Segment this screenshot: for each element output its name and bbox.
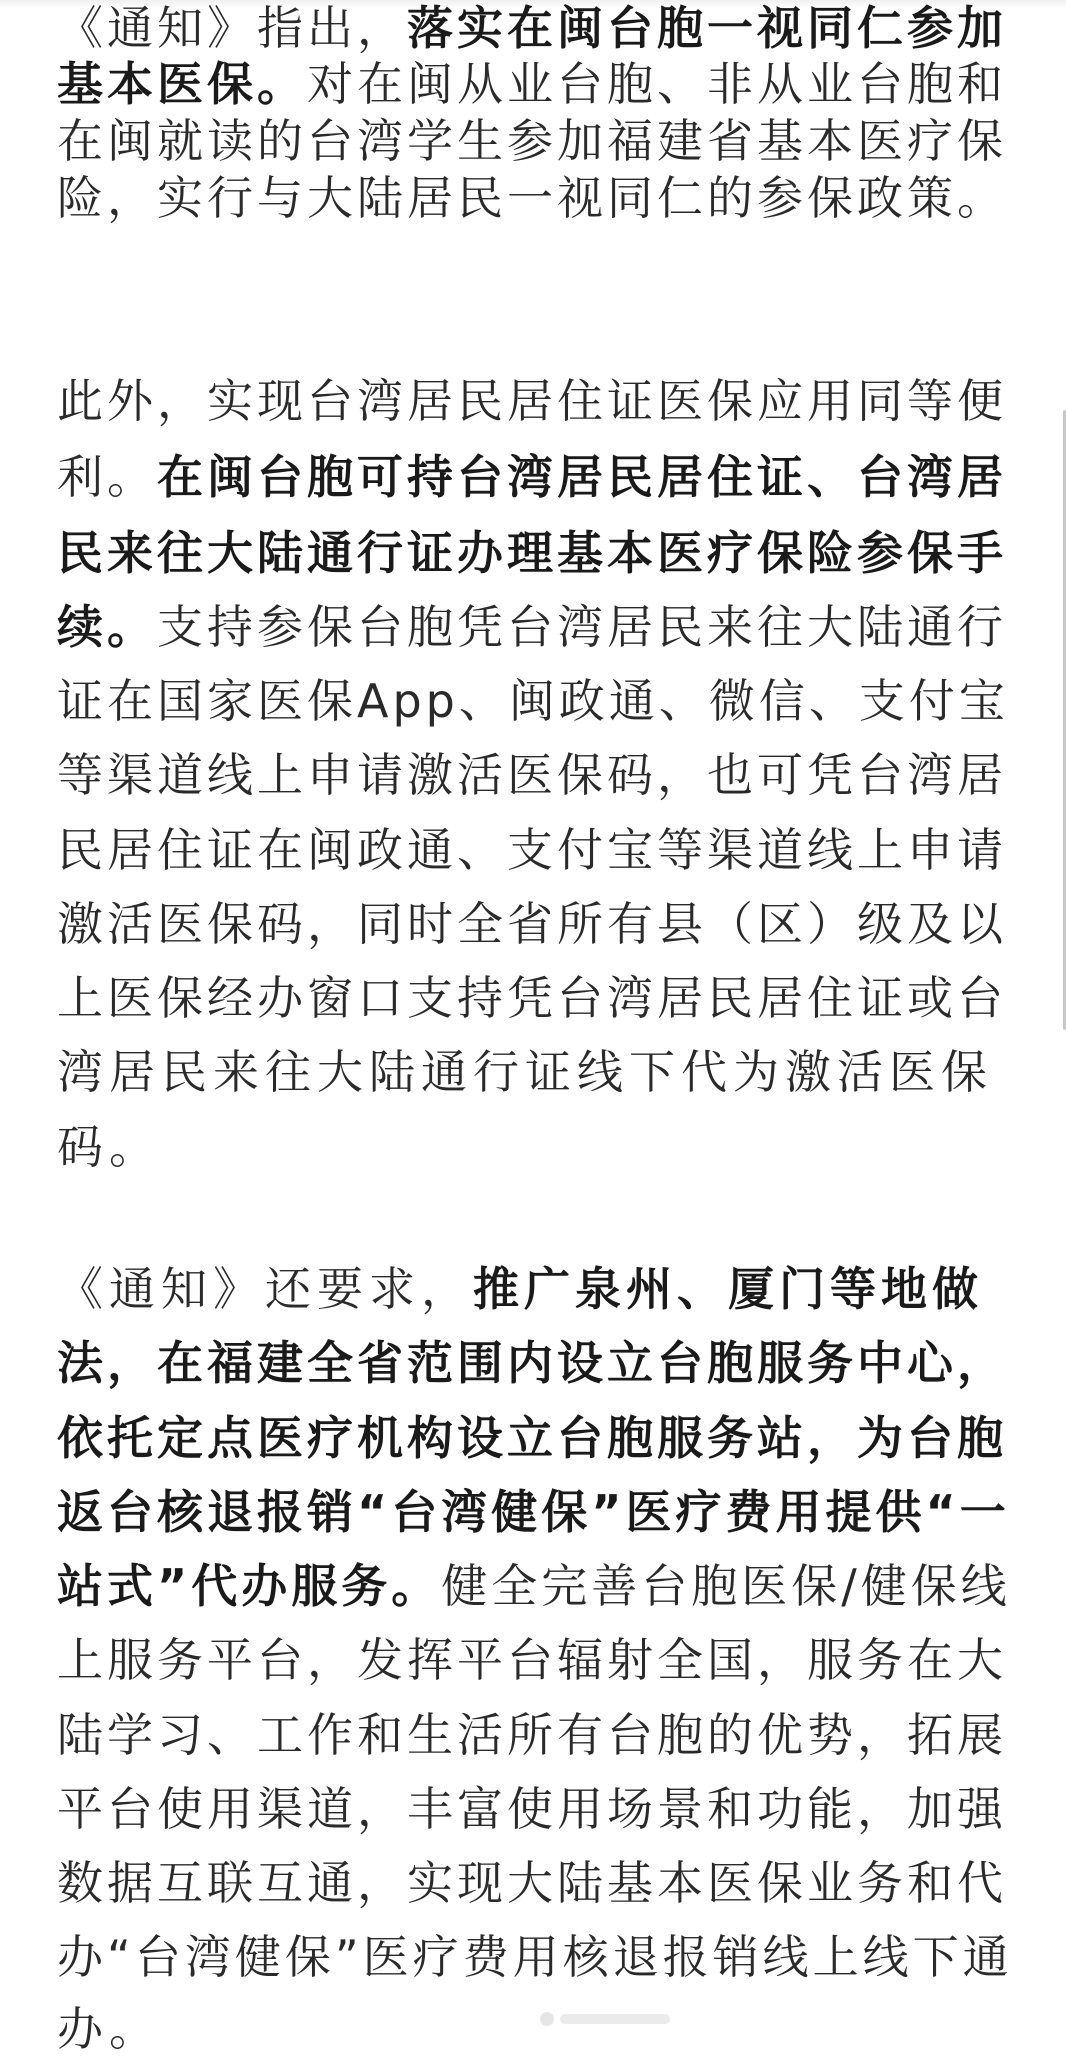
text-run: 利。 [57,450,157,504]
paragraph-3-line-10 [57,1918,1013,1996]
paragraph-3-line-4 [57,1473,1010,1551]
text-run: 民居住证在闽政通、支付宝等渠道线上申请 [57,823,1007,877]
text-run: 证在国家医保App、闽政通、微信、支付宝 [57,674,1009,728]
paragraph-2-line-4 [57,588,1007,666]
paragraph-3-line-8 [57,1770,1007,1848]
text-run: 在闽就读的台湾学生参加福建省基本医疗保 [57,114,1007,168]
bold-text-run: 基本医保。 [57,57,307,111]
text-run: 健全完善台胞医保/健保线 [441,1559,1011,1613]
paragraph-2-line-9 [57,959,1007,1037]
text-run: 支持参保台胞凭台湾居民来往大陆通行 [157,600,1007,654]
paragraph-3-line-5 [57,1547,1011,1625]
text-run: 《通知》指出， [57,1,407,55]
paragraph-2-line-3 [57,514,1007,592]
bold-text-run: 返台核退报销“台湾健保”医疗费用提供“一 [57,1485,1010,1539]
paragraph-2-line-8 [57,885,1007,963]
paragraph-3-line-9 [57,1844,1007,1922]
bold-text-run: 站式”代办服务。 [57,1559,442,1613]
paragraph-2-line-11 [57,1108,161,1186]
paragraph-3-line-1 [57,1250,983,1328]
text-run: 激活医保码，同时全省所有县（区）级及以 [57,897,1007,951]
text-run: 等渠道线上申请激活医保码，也可凭台湾居 [57,748,1007,802]
paragraph-2-line-5 [57,662,1009,740]
bold-text-run: 落实在闽台胞一视同仁参加 [407,1,1007,55]
watermark [540,2010,680,2028]
bold-text-run: 续。 [57,600,157,654]
text-run: 数据互联互通，实现大陆基本医保业务和代 [57,1856,1007,1910]
paragraph-3-line-2 [57,1324,1007,1402]
text-run: 《通知》还要求， [57,1262,473,1316]
bold-text-run: 在闽台胞可持台湾居民居住证、台湾居 [157,450,1007,504]
text-run: 险，实行与大陆居民一视同仁的参保政策。 [57,171,1007,225]
text-run: 办“台湾健保”医疗费用核退报销线上线下通 [57,1930,1013,1984]
paragraph-1-line-4 [57,159,1007,237]
bold-text-run: 推广泉州、厦门等地做 [473,1262,983,1316]
paragraph-2-line-6 [57,736,1007,814]
paragraph-2-line-1 [57,362,1007,440]
paragraph-3-line-7 [57,1696,1007,1774]
text-run: 对在闽从业台胞、非从业台胞和 [307,57,1007,111]
text-run: 码。 [57,1120,161,1174]
text-run: 办。 [57,2002,161,2056]
paragraph-2-line-10 [57,1033,993,1111]
text-run: 陆学习、工作和生活所有台胞的优势，拓展 [57,1708,1007,1762]
paragraph-3-line-11 [57,1990,161,2068]
text-run: 上医保经办窗口支持凭台湾居民居住证或台 [57,971,1007,1025]
watermark-mark [560,2014,670,2024]
bold-text-run: 民来往大陆通行证办理基本医疗保险参保手 [57,526,1007,580]
paragraph-3-line-3 [57,1399,1007,1477]
text-run: 湾居民来往大陆通行证线下代为激活医保 [57,1045,993,1099]
paragraph-2-line-2 [57,438,1007,516]
bold-text-run: 法，在福建全省范围内设立台胞服务中心， [57,1336,1007,1390]
text-run: 平台使用渠道，丰富使用场景和功能，加强 [57,1782,1007,1836]
text-run: 上服务平台，发挥平台辐射全国，服务在大 [57,1633,1007,1687]
watermark-logo-icon [540,2012,554,2026]
paragraph-2-line-7 [57,811,1007,889]
text-run: 此外，实现台湾居民居住证医保应用同等便 [57,374,1007,428]
bold-text-run: 依托定点医疗机构设立台胞服务站，为台胞 [57,1411,1007,1465]
paragraph-3-line-6 [57,1621,1007,1699]
